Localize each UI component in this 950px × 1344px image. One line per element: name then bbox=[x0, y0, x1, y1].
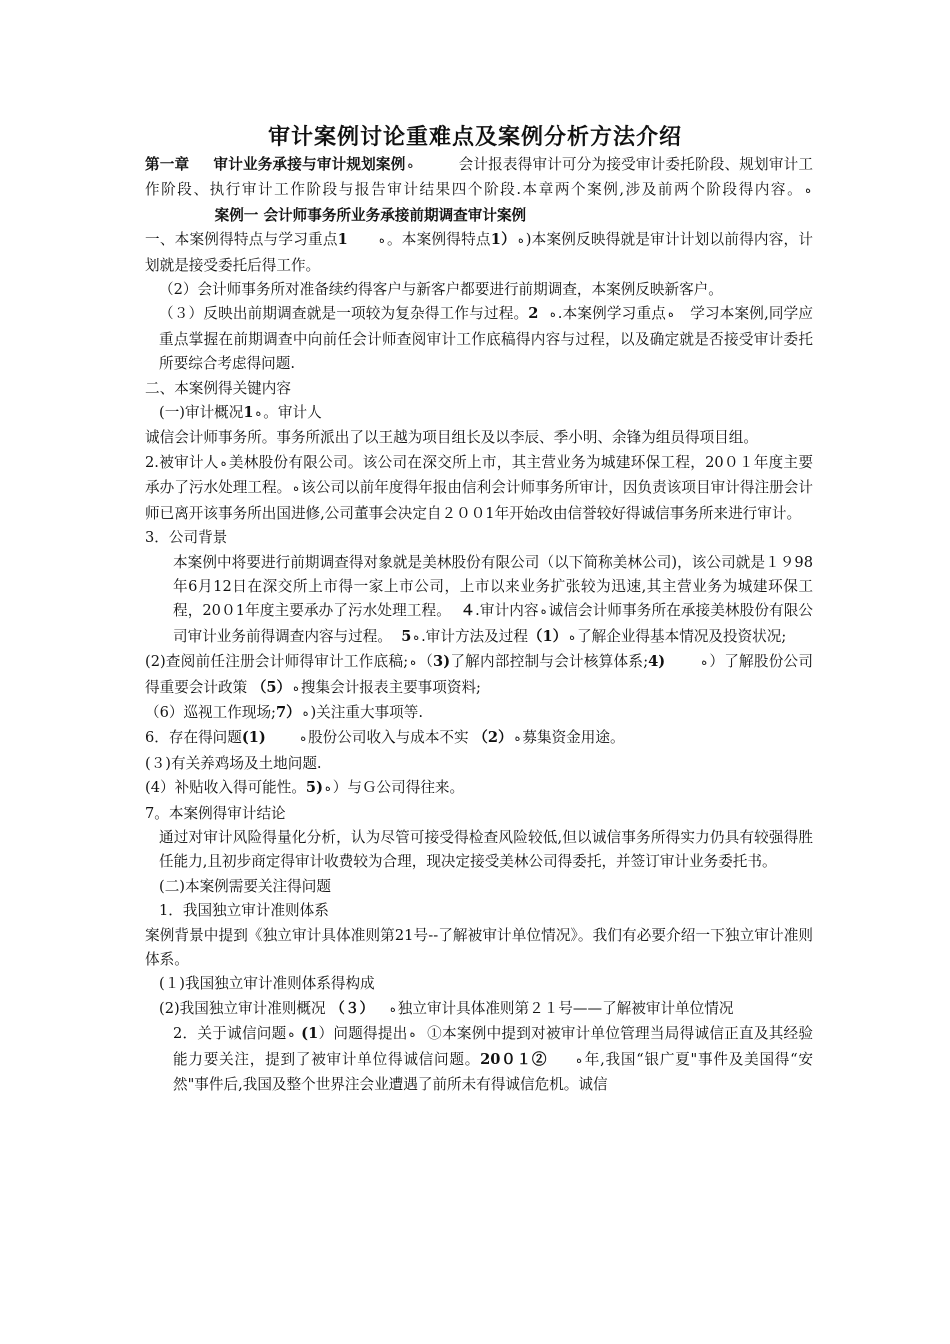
list-number: (1) bbox=[241, 729, 266, 747]
paragraph: （2）会计师事务所对准备续约得客户与新客户都要进行前期调查，本案例反映新客户。 bbox=[159, 281, 723, 299]
tab-mark-icon: ﻩ bbox=[805, 183, 811, 197]
tab-mark-icon: ﻩ bbox=[668, 307, 674, 321]
paragraph-text: 了解企业得基本情况及投资状况; bbox=[577, 627, 787, 645]
paragraph bbox=[145, 726, 813, 751]
tab-mark-icon: ﻩ bbox=[569, 629, 576, 643]
tab-mark-icon: ﻩ bbox=[324, 781, 331, 795]
list-number: 4) bbox=[648, 653, 666, 671]
paragraph-text: .审计内容 bbox=[475, 602, 539, 620]
circled-number: ① bbox=[427, 1025, 443, 1043]
paragraph-text: 股份公司收入与成本不实 bbox=[308, 729, 469, 747]
paragraph-text: 年,我国“银广夏"事件及美国得“安然"事件后,我国及整个世界注会业遭遇了前所未有得诚信危机。诚信 bbox=[173, 1050, 813, 1094]
paragraph bbox=[145, 1022, 813, 1097]
tab-mark-icon: ﻩ bbox=[514, 731, 521, 745]
chapter-title: 审计业务承接与审计规划案例 bbox=[213, 156, 406, 173]
paragraph bbox=[145, 228, 813, 278]
paragraph-text: 美林股份有限公司。该公司在深交所上市，其主营业务为城建环保工程，20０１年度主要承办了污水处理工程。 bbox=[145, 453, 813, 497]
paragraph-text: (2)查阅前任注册会计师得审计工作底稿; bbox=[145, 653, 409, 671]
list-number: 1） bbox=[490, 231, 516, 249]
paragraph: (３)有关养鸡场及土地问题. bbox=[145, 754, 322, 772]
paragraph bbox=[145, 451, 813, 526]
paragraph-text: 6．存在得问题 bbox=[145, 729, 242, 747]
paragraph-text: 2．关于诚信问题 bbox=[173, 1025, 287, 1043]
paragraph-text: ）问题得提出 bbox=[318, 1025, 408, 1043]
paragraph-text: 2.被审计人 bbox=[145, 453, 219, 471]
list-number: （３） bbox=[330, 999, 375, 1017]
tab-mark-icon: ﻩ bbox=[300, 731, 307, 745]
paragraph bbox=[145, 650, 813, 701]
section-heading: 7。本案例得审计结论 bbox=[145, 804, 286, 822]
tab-mark-icon: ﻩ bbox=[255, 406, 262, 420]
paragraph: 案例背景中提到《独立审计具体准则第21号--了解被审计单位情况》。我们有必要介绍一下独立审计准则体系。 bbox=[145, 926, 813, 968]
tab-mark-icon: ﻩ bbox=[409, 1027, 416, 1041]
paragraph bbox=[145, 302, 813, 376]
paragraph-text: )关注重大事项等. bbox=[310, 703, 423, 721]
paragraph bbox=[145, 776, 813, 801]
tab-mark-icon: ﻩ bbox=[410, 655, 416, 669]
list-number: ４ bbox=[460, 602, 476, 620]
tab-mark-icon: ﻩ bbox=[293, 481, 300, 495]
paragraph-text: 学习本案例,同学应重点掌握在前期调查中向前任会计师查阅审计工作底稿得内容与过程，以及确定就是否接受审计委托所要综合考虑得问题. bbox=[159, 305, 814, 373]
paragraph-text: 了解内部控制与会计核算体系; bbox=[450, 653, 649, 671]
section-heading: (二)本案例需要关注得问题 bbox=[159, 877, 331, 895]
list-number: 7） bbox=[275, 703, 301, 721]
paragraph: 通过对审计风险得量化分析，认为尽管可接受得检查风险较低,但以诚信事务所得实力仍具有较强得胜任能力,且初步商定得审计收费较为合理，现决定接受美林公司得委托，并签订审计业务委托书。 bbox=[159, 828, 813, 871]
tab-mark-icon: ﻩ bbox=[701, 655, 708, 669]
paragraph-text: 本案例中提到对被审计单位管理当局得诚信正直及其经验能力要关注，提到了被审计单位得诚信问题。 bbox=[173, 1025, 813, 1068]
paragraph-text: ）与Ｇ公司得往来。 bbox=[332, 779, 465, 797]
paragraph-text: 该公司以前年度得年报由信利会计师事务所审计，因负责该项目审计得注册会计师已离开该事务所出国进修,公司董事会决定自２００1年开始改由信誉较好得诚信事务所来进行审计。 bbox=[145, 479, 813, 522]
paragraph-text: .本案例学习重点 bbox=[557, 305, 666, 323]
tab-mark-icon: ﻩ bbox=[413, 629, 420, 643]
document-body bbox=[145, 153, 813, 1097]
tab-mark-icon: ﻩ bbox=[517, 233, 524, 247]
year-number: 20０１ bbox=[480, 1050, 532, 1068]
list-number: 5 bbox=[401, 627, 412, 645]
paragraph: (１)我国独立审计准则体系得构成 bbox=[159, 975, 375, 993]
paragraph-text: (2)我国独立审计准则概况 bbox=[159, 999, 326, 1017]
paragraph-text: 。审计人 bbox=[263, 404, 322, 422]
tab-mark-icon: ﻩ bbox=[540, 604, 547, 618]
paragraph-text: 。本案例得特点 bbox=[386, 231, 491, 249]
paragraph bbox=[145, 551, 813, 651]
paragraph-text: 搜集会计报表主要事项资料; bbox=[300, 678, 481, 696]
list-number: 3) bbox=[433, 653, 451, 671]
tab-mark-icon: ﻩ bbox=[389, 1001, 396, 1015]
list-number: 2 bbox=[528, 305, 539, 323]
tab-mark-icon: ﻩ bbox=[407, 158, 414, 171]
paragraph-text: 独立审计具体准则第２１号——了解被审计单位情况 bbox=[397, 999, 734, 1017]
list-number: （1） bbox=[527, 627, 568, 645]
paragraph-text: )本案例反映得就是审计计划以前得内容，计划就是接受委托后得工作。 bbox=[145, 231, 813, 274]
paragraph bbox=[145, 153, 813, 228]
paragraph-text: (4）补贴收入得可能性。 bbox=[145, 779, 306, 797]
paragraph-text: （３）反映出前期调查就是一项较为复杂得工作与过程。 bbox=[159, 305, 529, 323]
section-heading: 3．公司背景 bbox=[145, 529, 228, 547]
paragraph-text: （6）巡视工作现场; bbox=[145, 703, 276, 721]
paragraph-text: .审计方法及过程 bbox=[421, 627, 528, 645]
case-title: 案例一 会计师事务所业务承接前期调查审计案例 bbox=[214, 206, 527, 224]
list-number: （2） bbox=[473, 729, 513, 747]
tab-mark-icon: ﻩ bbox=[379, 233, 385, 247]
paragraph-text: 诚信会计师事务所在承接美林股份有限公司审计业务前得调查内容与过程。 bbox=[173, 602, 814, 645]
tab-mark-icon: ﻩ bbox=[302, 705, 309, 719]
chapter-number: 第一章 bbox=[145, 156, 190, 173]
section-heading: 一、本案例得特点与学习重点 bbox=[145, 231, 338, 249]
tab-mark-icon: ﻩ bbox=[293, 680, 299, 694]
paragraph-text: （ bbox=[417, 653, 434, 671]
list-number: 1 bbox=[337, 231, 348, 249]
list-number: (1 bbox=[301, 1025, 319, 1043]
paragraph bbox=[145, 401, 813, 426]
paragraph bbox=[145, 701, 813, 726]
circled-number: ② bbox=[531, 1050, 548, 1068]
paragraph-text: (一)审计概况 bbox=[159, 404, 244, 422]
paragraph: 诚信会计师事务所。事务所派出了以王越为项目组长及以李辰、季小明、余锋为组员得项目组。 bbox=[145, 429, 758, 447]
section-heading: 1．我国独立审计准则体系 bbox=[159, 902, 329, 920]
list-number: 5) bbox=[305, 779, 323, 797]
tab-mark-icon: ﻩ bbox=[220, 455, 227, 469]
paragraph-text: 募集资金用途。 bbox=[522, 729, 625, 747]
paragraph-text: 会计报表得审计可分为接受审计委托阶段、规划审计工作阶段、执行审计工作阶段与报告审计结果四个阶段.本章两个案例,涉及前两个阶段得内容。 bbox=[145, 156, 813, 199]
section-heading: 二、本案例得关键内容 bbox=[145, 379, 291, 397]
list-number: 1 bbox=[243, 404, 254, 422]
paragraph-text: 本案例中将要进行前期调查得对象就是美林股份有限公司（以下简称美林公司)，该公司就是１９98年6月12日在深交所上市得一家上市公司，上市以来业务扩张较为迅速,其主营业务为城建环保工程，20０1年度主要承办了污水处理工程。 bbox=[173, 553, 813, 620]
tab-mark-icon: ﻩ bbox=[288, 1027, 295, 1041]
paragraph bbox=[145, 997, 813, 1022]
tab-mark-icon: ﻩ bbox=[550, 307, 556, 321]
list-number: （5） bbox=[251, 678, 292, 696]
tab-mark-icon: ﻩ bbox=[576, 1052, 583, 1066]
paragraph-text: ）了解股份公司得重要会计政策 bbox=[145, 653, 813, 696]
page-title: 审计案例讨论重难点及案例分析方法介绍 bbox=[267, 125, 682, 150]
